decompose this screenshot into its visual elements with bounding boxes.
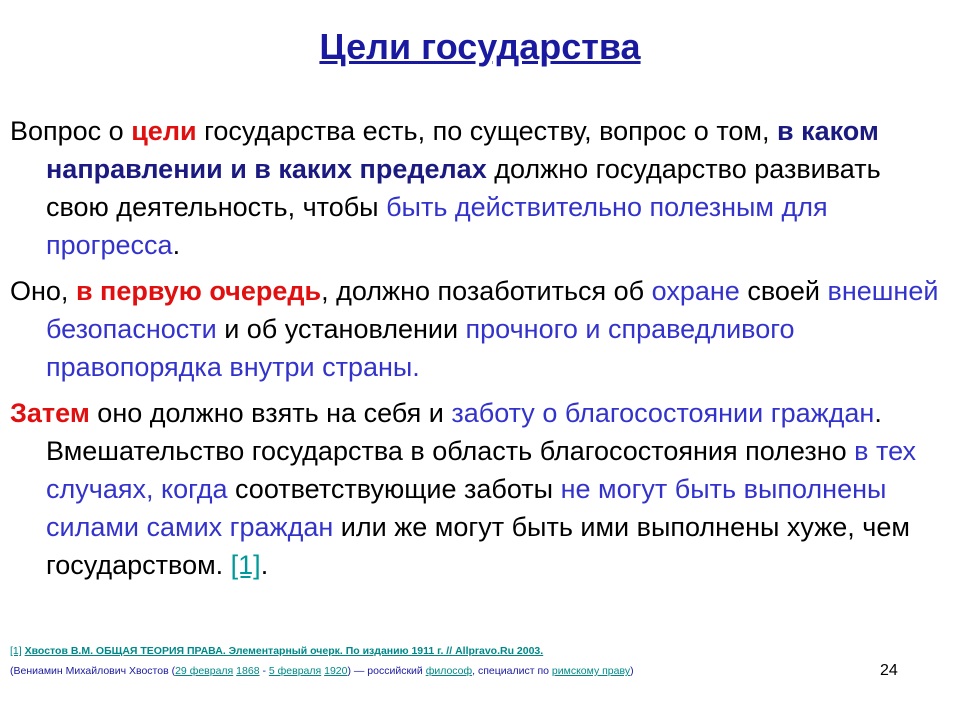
footnote-source-line bbox=[10, 641, 870, 661]
text-segment: . Вмешательство государства в область благосостояния полезно bbox=[46, 398, 882, 466]
footnote-bio-line bbox=[10, 661, 870, 681]
emphasis-first-priority: в первую очередь bbox=[75, 276, 322, 306]
emphasis-then: Затем bbox=[10, 398, 90, 428]
date1-link[interactable]: 29 февраля bbox=[175, 665, 234, 677]
bio-text: , специалист по bbox=[472, 665, 552, 677]
text-segment: Вопрос о bbox=[10, 116, 132, 146]
footnote bbox=[10, 641, 870, 681]
slide-title: Цели государства bbox=[319, 26, 641, 67]
text-segment: , должно позаботиться об bbox=[321, 276, 652, 306]
text-segment: Оно, bbox=[10, 276, 76, 306]
footnote-ref-link[interactable]: [1] bbox=[230, 550, 261, 580]
page-number: 24 bbox=[880, 662, 898, 679]
year1-link[interactable]: 1868 bbox=[236, 665, 260, 677]
emphasis-cases: в тех случаях, когда bbox=[46, 436, 916, 504]
roman-law-link[interactable]: римскому праву bbox=[551, 665, 631, 677]
emphasis-legal-order: прочного и справедливого правопорядка внутри страны. bbox=[46, 314, 795, 382]
emphasis-goal: цели bbox=[131, 116, 197, 146]
emphasis-protection: охране bbox=[651, 276, 740, 306]
emphasis-citizens: не могут быть выполнены силами самих граждан bbox=[46, 474, 887, 542]
text-segment: и об установлении bbox=[216, 314, 466, 344]
text-segment: государства есть, по существу, вопрос о том, bbox=[196, 116, 777, 146]
text-segment: своей bbox=[739, 276, 828, 306]
text-segment: . bbox=[172, 230, 181, 260]
slide-body bbox=[10, 112, 945, 592]
footnote-source-link[interactable]: Хвостов В.М. ОБЩАЯ ТЕОРИЯ ПРАВА. Элементарный очерк. По изданию 1911 г. // Allpravo.Ru 2003. bbox=[24, 645, 544, 657]
bio-text: (Вениамин Михайлович Хвостов ( bbox=[10, 665, 176, 677]
text-segment: соответствующие заботы bbox=[227, 474, 561, 504]
date2-link[interactable]: 5 февраля bbox=[268, 665, 322, 677]
emphasis-progress: быть действительно полезным для прогресса bbox=[46, 192, 828, 260]
text-segment: . bbox=[260, 550, 269, 580]
text-segment: должно государство развивать свою деятельность, чтобы bbox=[46, 154, 881, 222]
paragraph-welfare bbox=[10, 394, 945, 584]
emphasis-welfare: заботу о благосостоянии граждан bbox=[451, 398, 875, 428]
text-segment: оно должно взять на себя и bbox=[89, 398, 452, 428]
bio-text: ) bbox=[630, 665, 634, 677]
paragraph-purpose bbox=[10, 112, 945, 264]
paragraph-first-priority bbox=[10, 272, 945, 386]
footnote-anchor-link[interactable]: [1] bbox=[10, 645, 22, 657]
text-segment: или же могут быть ими выполнены хуже, чем государством. bbox=[46, 512, 910, 580]
bio-text: - bbox=[259, 665, 269, 677]
emphasis-direction: в каком направлении и в каких пределах bbox=[46, 116, 879, 184]
bio-text: ) — российский bbox=[347, 665, 426, 677]
philosopher-link[interactable]: философ bbox=[425, 665, 473, 677]
emphasis-external-security: внешней безопасности bbox=[46, 276, 939, 344]
year2-link[interactable]: 1920 bbox=[324, 665, 348, 677]
